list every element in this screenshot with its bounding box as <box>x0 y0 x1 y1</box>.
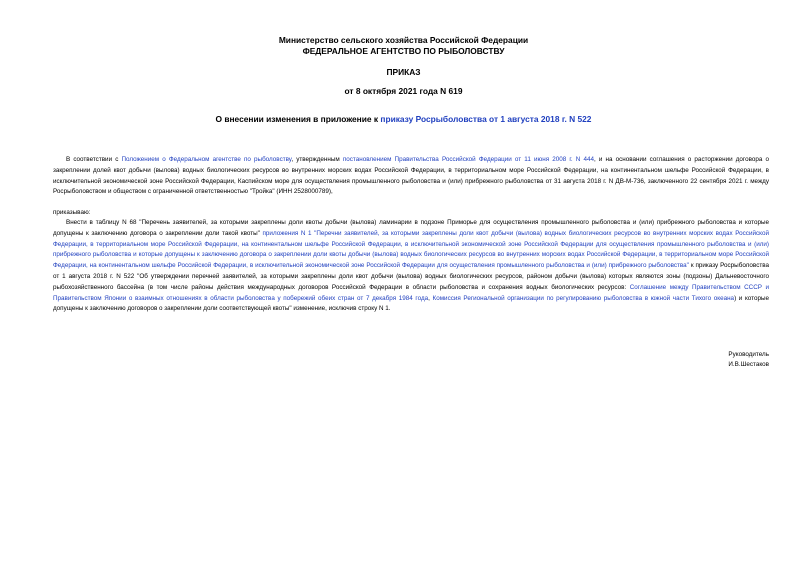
document-header <box>0 35 807 57</box>
commission-link[interactable]: Комиссия Региональной организации по регулированию рыболовства в южной части Тихого океана <box>432 294 735 302</box>
paragraph-order: приказываю: <box>53 209 91 216</box>
appendix-link[interactable]: приложения N 1 "Перечни заявителей, за которыми закреплены доли квот добычи (вылова) водных биологических ресурсов во внутренних морских водах Российской Федерации, в территориальном море Российской Федерации, на континентальном шельфе Российской Федерации, в исключительной экономической зоне Российской Федерации для осуществления промышленного рыболовства и (или) прибрежного рыболовства и которые допущены к заключению договора о закреплении доли квоты добычи (вылова) водных биологических ресурсов во внутренних морских водах Российской Федерации, в территориальном море Российской Федерации, на континентальном шельфе Российской Федерации, в исключительной экономической зоне Российской Федерации для осуществления промышленного рыболовства и (или) прибрежного рыболовства" <box>53 229 769 270</box>
preamble-text-2: , утвержденным <box>291 156 343 163</box>
title-text: О внесении изменения в приложение к <box>215 114 381 124</box>
amendment-text-3: , <box>428 294 433 302</box>
regulation-link[interactable]: Положением о Федеральном агентстве по рыболовству <box>121 156 292 163</box>
preamble-text-3: , и на основании соглашения о расторжении договора о закреплении долей квот добычи (вылова) водных биологических ресурсов во внутренних морских водах Российской Федерации, в территориальном море Российской Федерации, на континентальном шельфе Российской Федерации, в исключительной экономической зоне Российской Федерации, Каспийском море для осуществления промышленного рыболовства и (или) прибрежного рыболовства от 31 августа 2018 г. N ДВ-М-736, заключенного 22 сентября 2021 г. между Росрыболовством и обществом с ограниченной ответственностью "Тройка" (ИНН 2528000789), <box>53 156 770 196</box>
paragraph-amendment <box>53 218 769 315</box>
amendment-text-1: Внести в таблицу N 68 "Перечень заявителей, за которыми закреплены доли квоты добычи (вылова) ламинарии в подзоне Приморье для осуществления промышленного рыболовства и (или) прибрежного рыболовства и которые допущены к заключению договора о закреплении доли такой квоты" <box>53 219 769 237</box>
signature-name: И.В.Шестаков <box>728 361 769 368</box>
document-type: ПРИКАЗ <box>386 67 421 77</box>
signature-position: Руководитель <box>728 351 769 358</box>
resolution-link[interactable]: постановлением Правительства Российской Федерации от 11 июня 2008 г. N 444 <box>342 156 594 163</box>
document-date: от 8 октября 2021 года N 619 <box>344 86 463 96</box>
amendment-text-2: к приказу Росрыболовства от 1 августа 2018 г. N 522 "Об утверждении перечней заявителей, за которыми закреплены доли квот добычи (вылова) водных биологических ресурсов, районом добычи (вылова) которых являются зоны (подзоны) Дальневосточного рыбохозяйственного бассейна (в том числе районы действия международных договоров Российской Федерации в области рыболовства и сохранения водных биологических ресурсов: <box>53 262 770 291</box>
preamble-text-1: В соответствии с <box>66 156 122 163</box>
amendment-text-4: ) и которые допущены к заключению договоров о закреплении доли соответствующей квоты" изменение, исключив строку N 1. <box>53 294 770 313</box>
paragraph-preamble <box>53 155 769 198</box>
ministry-name: Министерство сельского хозяйства Российской Федерации <box>278 35 529 45</box>
title-link[interactable]: приказу Росрыболовства от 1 августа 2018 г. N 522 <box>380 114 592 124</box>
agency-name: ФЕДЕРАЛЬНОЕ АГЕНТСТВО ПО РЫБОЛОВСТВУ <box>302 46 505 56</box>
document-title <box>0 114 807 124</box>
agreement-link[interactable]: Соглашение между Правительством СССР и Правительством Японии о взаимных отношениях в области рыболовства у побережий обеих стран от 7 декабря 1984 года <box>53 283 770 302</box>
